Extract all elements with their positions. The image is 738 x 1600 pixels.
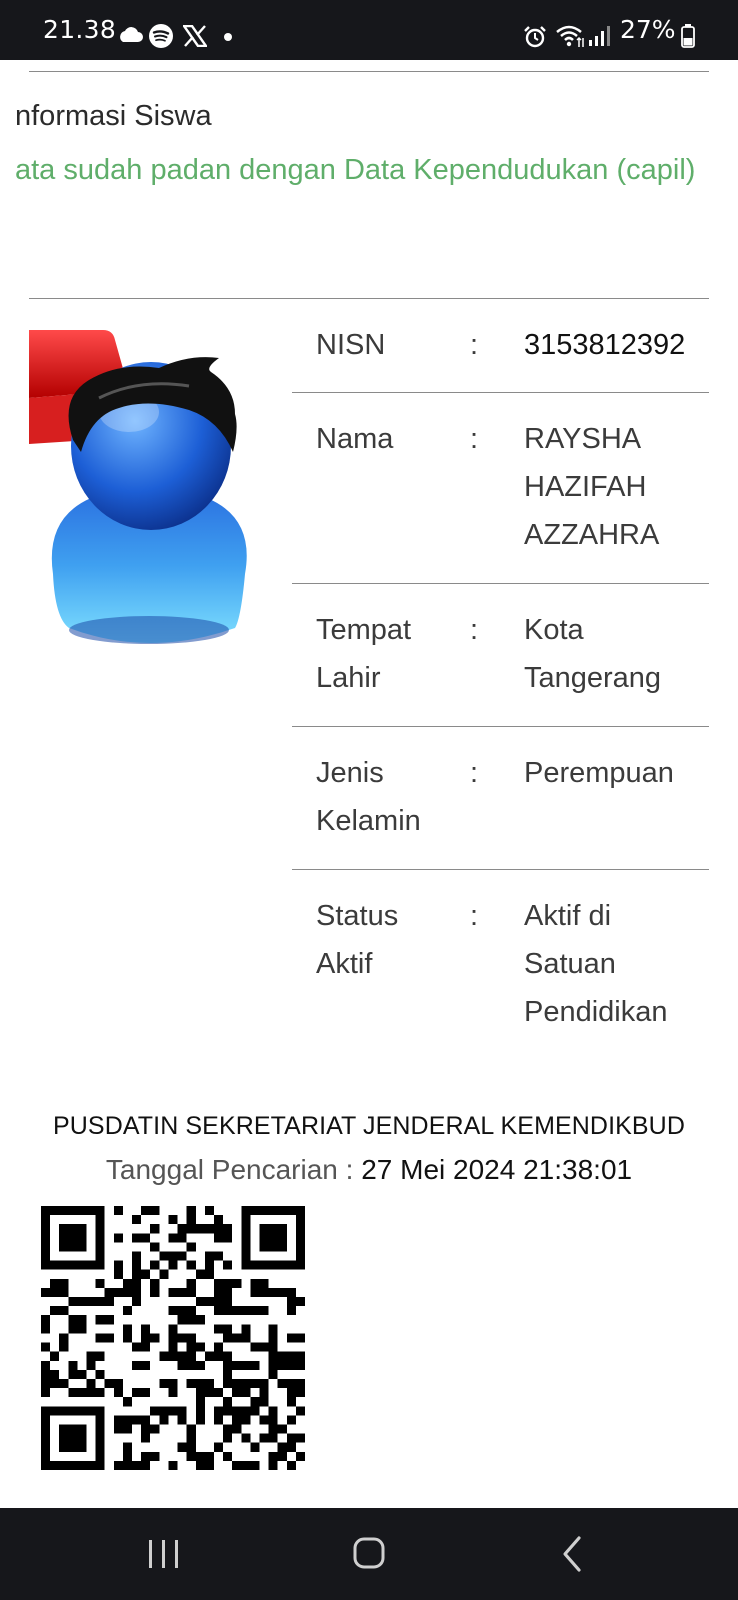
alarm-icon: [523, 25, 547, 49]
status-time: 21.38: [43, 15, 117, 44]
row-value: Aktif di Satuan Pendidikan: [524, 900, 668, 1028]
table-row-status-aktif: [292, 870, 709, 1050]
row-label: Tempat Lahir: [316, 614, 412, 694]
table-row-nama: [292, 393, 709, 584]
row-value: Perempuan: [524, 757, 674, 789]
row-separator: :: [470, 329, 479, 361]
search-date: [0, 1154, 738, 1186]
table-row-jenis-kelamin: [292, 727, 709, 870]
row-label: Jenis Kelamin: [316, 757, 421, 837]
table-row-nisn: [292, 298, 709, 393]
search-date-value: 27 Mei 2024 21:38:01: [361, 1154, 633, 1185]
x-icon: [183, 25, 207, 47]
search-date-label: Tanggal Pencarian :: [105, 1154, 354, 1185]
qr-code-icon: [41, 1206, 305, 1470]
row-separator: :: [470, 900, 479, 932]
row-separator: :: [470, 614, 479, 646]
divider: [29, 71, 709, 72]
signal-icon: [589, 26, 611, 46]
row-value: Kota Tangerang: [524, 614, 662, 694]
student-info-table: [292, 298, 709, 1050]
spotify-icon: [149, 24, 173, 48]
row-label: Status Aktif: [316, 900, 399, 980]
home-icon[interactable]: [340, 1528, 400, 1580]
row-label: NISN: [316, 329, 386, 361]
row-label: Nama: [316, 423, 394, 455]
table-row-tempat-lahir: [292, 584, 709, 727]
wifi-icon: [555, 24, 585, 48]
navigation-bar: [0, 1508, 738, 1600]
main-content[interactable]: [0, 60, 738, 1508]
section-title: nformasi Siswa: [15, 100, 212, 132]
cloud-icon: [117, 27, 143, 43]
back-icon[interactable]: [549, 1528, 609, 1580]
battery-percentage: 27%: [620, 15, 676, 44]
battery-icon: [681, 24, 695, 48]
issuer-name: PUSDATIN SEKRETARIAT JENDERAL KEMENDIKBUD: [53, 1112, 685, 1140]
recents-icon[interactable]: [134, 1528, 194, 1580]
row-value: RAYSHA HAZIFAH AZZAHRA: [524, 423, 660, 551]
row-separator: :: [470, 757, 479, 789]
verification-status-text: ata sudah padan dengan Data Kependudukan (capil): [15, 154, 696, 186]
row-separator: :: [470, 423, 479, 455]
row-value: 3153812392: [524, 329, 686, 361]
status-bar: [0, 0, 738, 60]
user-avatar-icon: [29, 328, 269, 658]
notification-dot-icon: [224, 33, 232, 41]
